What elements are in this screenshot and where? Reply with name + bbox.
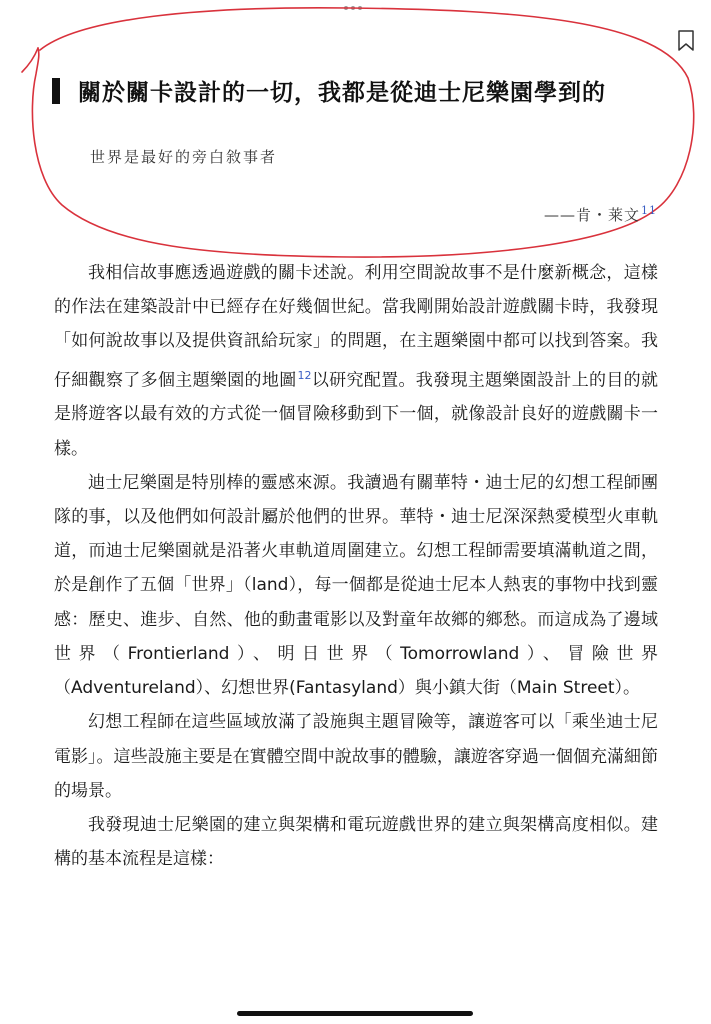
- chapter-title: [52, 74, 606, 107]
- paragraph: 幻想工程師在這些區域放滿了設施與主題冒險等，讓遊客可以「乘坐迪士尼電影」。這些設施主要是在實體空間中說故事的體驗，讓遊客穿過一個個充滿細節的場景。: [54, 712, 658, 801]
- paragraph-text: 以研究配置。我發現主題樂園設計上的目的就是將遊客以最有效的方式從一個冒險移動到下一個，就像設計良好的遊戲關卡一樣。: [54, 370, 659, 459]
- more-dots-icon[interactable]: [344, 6, 362, 10]
- chapter-title-text: 關於關卡設計的一切，我都是從迪士尼樂園學到的: [78, 80, 606, 106]
- epigraph-attribution: [544, 204, 657, 225]
- attribution-text: ——肯・莱文: [543, 206, 640, 224]
- paragraph: 迪士尼樂園是特別棒的靈感來源。我讀過有關華特・迪士尼的幻想工程師團隊的事，以及他們如何設計屬於他們的世界。華特・迪士尼深深熱愛模型火車軌道，而迪士尼樂園就是沿著火車軌道周圍建立。幻想工程師需要填滿軌道之間，於是創作了五個「世界」（land），每一個都是從迪士尼本人熱衷的事物中找到靈感：歷史、進步、自然、他的動畫電影以及對童年故鄉的鄉愁。而這成為了邊域世界（Frontierland）、明日世界（Tomorrowland）、冒險世界（Adventureland）、幻想世界(Fantasyland）與小鎮大街（Main Street）。: [54, 472, 658, 699]
- bookmark-icon[interactable]: [677, 30, 695, 52]
- epigraph: 世界是最好的旁白敘事者: [90, 148, 278, 166]
- paragraph: 我發現迪士尼樂園的建立與架構和電玩遊戲世界的建立與架構高度相似。建構的基本流程是這樣：: [54, 814, 658, 870]
- home-indicator[interactable]: [237, 1011, 473, 1016]
- dot: [358, 6, 362, 10]
- title-marker: [52, 78, 60, 104]
- dot: [351, 6, 355, 10]
- footnote-link-12[interactable]: 12: [297, 368, 312, 382]
- paragraph-text: 我相信故事應透過遊戲的關卡述說。利用空間說故事不是什麼新概念，這樣的作法在建築設計中已經存在好幾個世紀。當我剛開始設計遊戲關卡時，我發現「如何說故事以及提供資訊給玩家」的問題，在主題樂園中都可以找到答案。我仔細觀察了多個主題樂園的地圖: [54, 263, 658, 391]
- chapter-body: [54, 256, 658, 876]
- dot: [344, 6, 348, 10]
- paragraph: [54, 256, 658, 466]
- footnote-link-11[interactable]: 11: [641, 204, 657, 217]
